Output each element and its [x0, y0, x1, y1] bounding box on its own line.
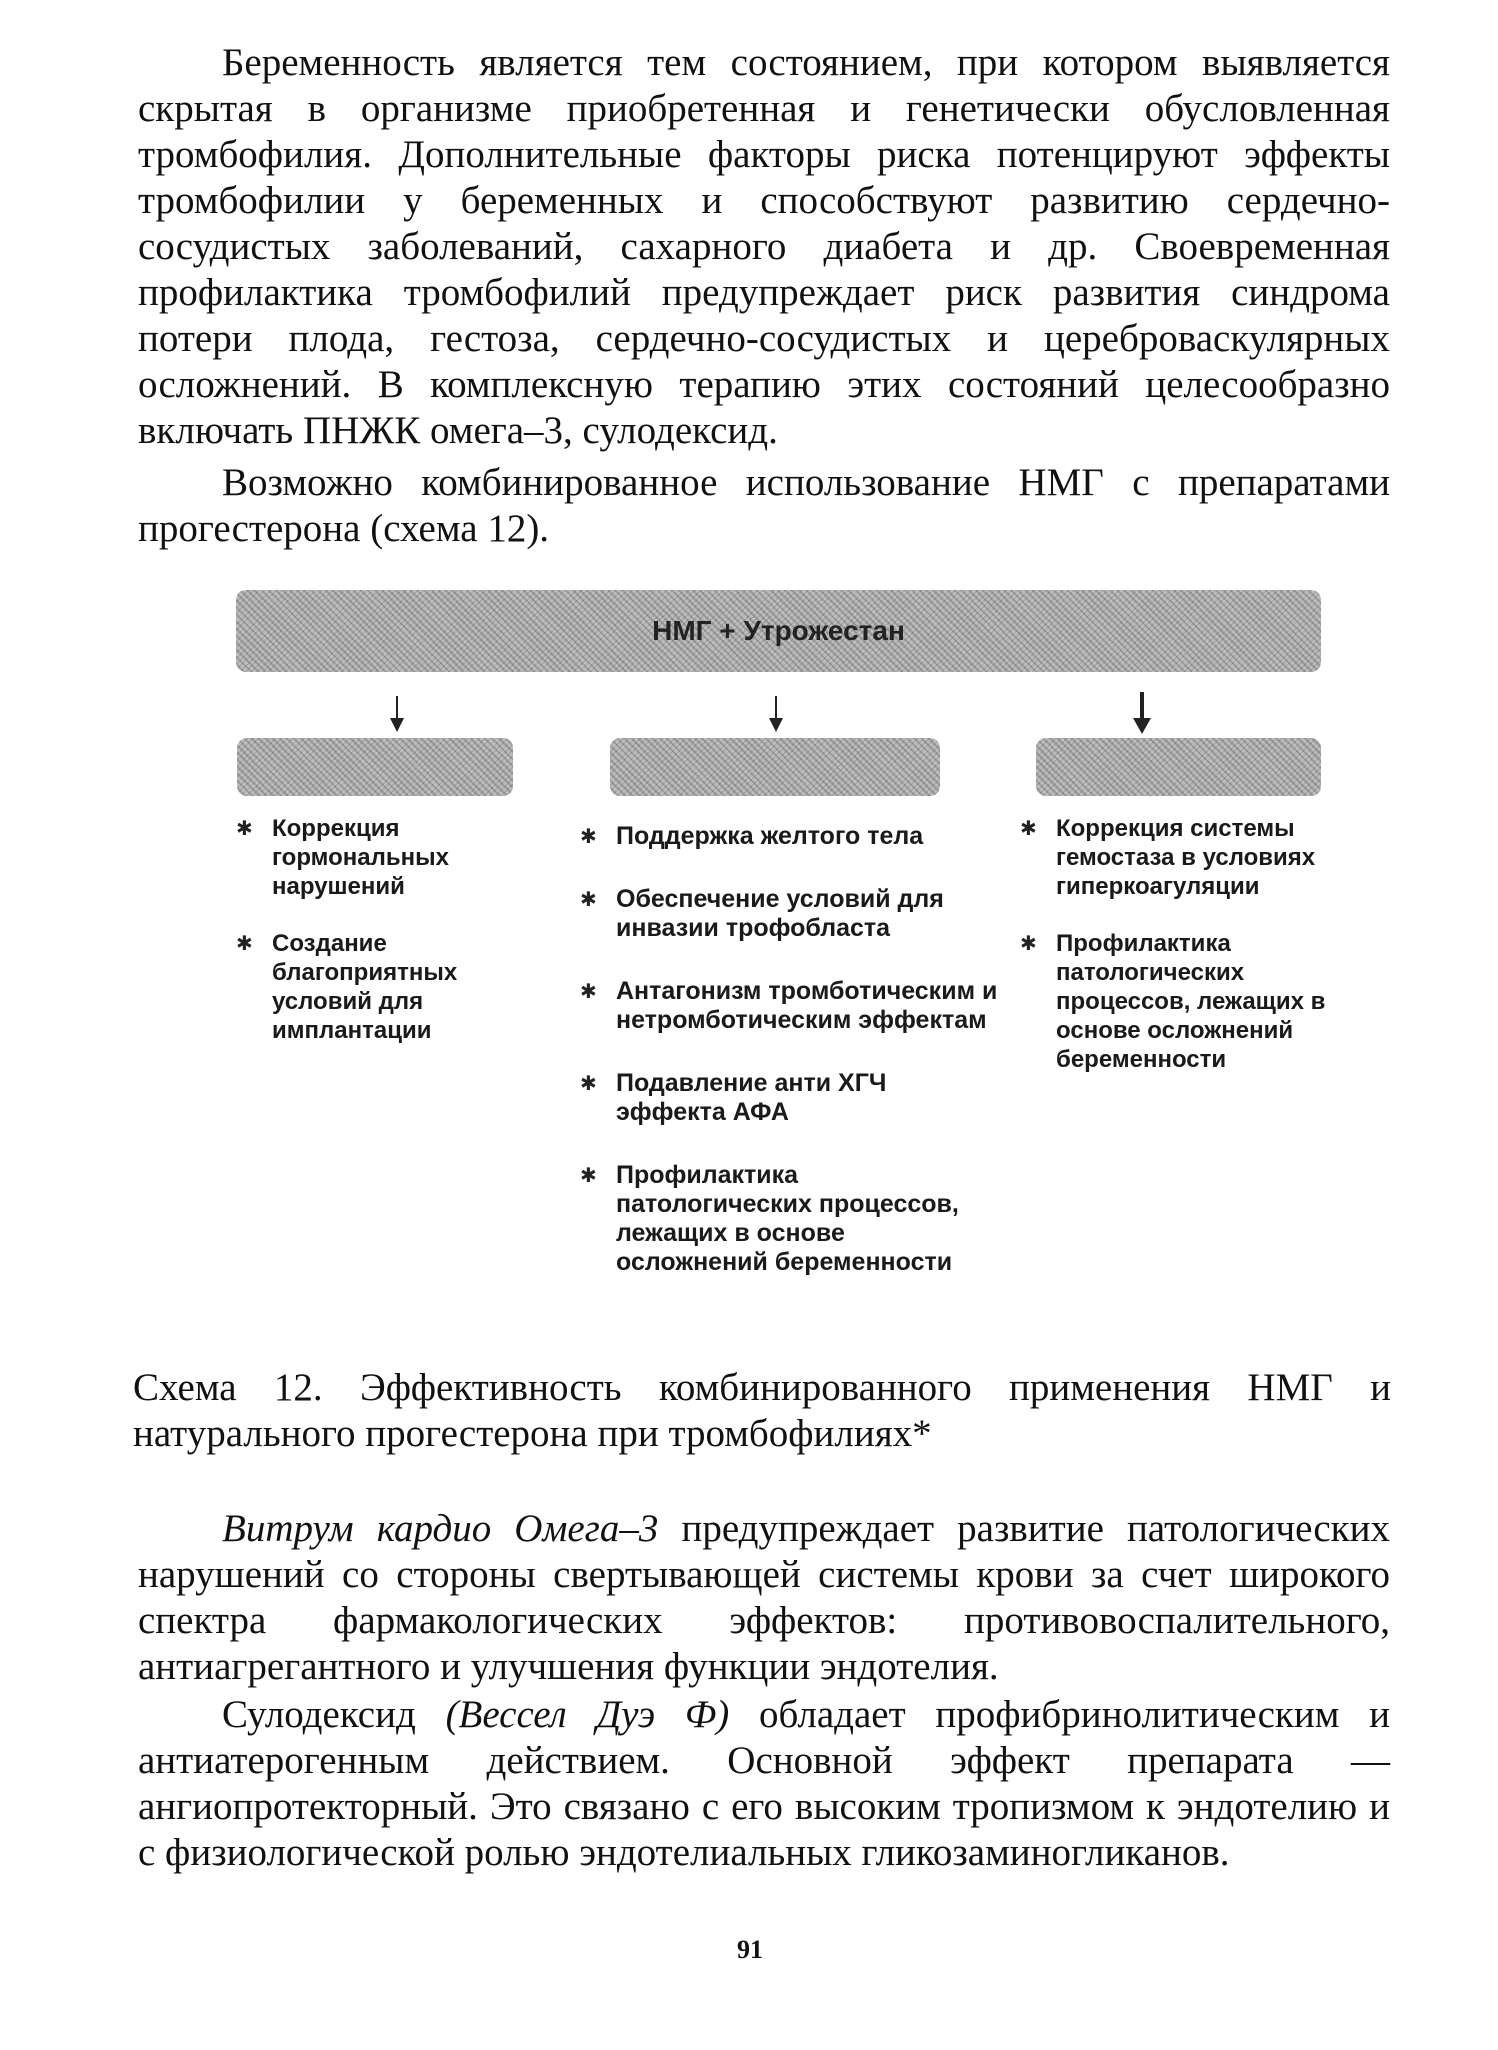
- scheme-list-item: [580, 822, 1000, 851]
- scheme-item-text: Профилактика патологических процессов, лежащих в основе осложнений беременности: [616, 1161, 959, 1276]
- scheme-list-item: [1020, 814, 1350, 901]
- page-number: 91: [737, 1935, 763, 1964]
- scheme-column-2-header: [610, 738, 940, 796]
- scheme-top-box: [236, 590, 1321, 672]
- scheme-list-item: [580, 977, 1000, 1035]
- drug-name-italic: (Вессел Дуэ Ф): [445, 1693, 730, 1736]
- scheme-item-text: Профилактика патологических процессов, лежащих в основе осложнений беременности: [1056, 930, 1326, 1073]
- scheme-top-box-label: НМГ + Утрожестан: [652, 615, 905, 646]
- asterisk-bullet-icon: ✱: [236, 818, 253, 840]
- asterisk-bullet-icon: ✱: [580, 981, 597, 1003]
- scheme-list-item: [580, 885, 1000, 943]
- scheme-list-item: [580, 1069, 1000, 1127]
- asterisk-bullet-icon: ✱: [580, 889, 597, 911]
- paragraph-vitrum-cardio: [138, 1506, 1390, 1690]
- scheme-column-3-header: [1036, 738, 1321, 796]
- asterisk-bullet-icon: ✱: [580, 826, 597, 848]
- scheme-item-text: Подавление анти ХГЧ эффекта АФА: [616, 1069, 887, 1126]
- paragraph-thrombophilia-pregnancy: Беременность является тем состоянием, при котором выявляется скрытая в организме приобретенная и генетически обусловленная тромбофилия. Дополнительные факторы риска потенцируют эффекты тромбофилии у беременных и способствуют развитию сердечно-сосудистых заболеваний, сахарного диабета и др. Своевременная профилактика тромбофилий предупреждает риск развития синдрома потери плода, гестоза, сердечно-сосудистых и цереброваскулярных осложнений. В комплексную терапию этих состояний целесообразно включать ПНЖК омега–3, сулодексид.: [138, 41, 1390, 452]
- paragraph-text: предупреждает развитие патологических нарушений со стороны свертывающей системы крови за счет широкого спектра фармакологических эффектов: противовоспалительного, антиагрегантного и улучшения функции эндотелия.: [138, 1507, 1390, 1688]
- scheme-item-text: Обеспечение условий для инвазии трофобласта: [616, 885, 944, 942]
- scheme-list-item: [236, 814, 526, 901]
- scheme-item-text: Создание благоприятных условий для имплантации: [272, 930, 458, 1044]
- scheme-item-text: Коррекция гормональных нарушений: [272, 815, 449, 900]
- scheme-item-text: Коррекция системы гемостаза в условиях гиперкоагуляции: [1056, 815, 1316, 900]
- scheme-item-text: Поддержка желтого тела: [616, 822, 924, 850]
- scheme-list-item: [580, 1161, 1000, 1277]
- scheme-column-3: [1020, 814, 1350, 1102]
- scheme-column-1-header: [237, 738, 513, 796]
- scheme-caption: Схема 12. Эффективность комбинированного применения НМГ и натурального прогестерона при тромбофилиях*: [133, 1366, 1391, 1455]
- scheme-item-text: Антагонизм тромботическим и нетромботическим эффектам: [616, 977, 998, 1034]
- asterisk-bullet-icon: ✱: [580, 1073, 597, 1095]
- scheme-list-item: [236, 929, 526, 1045]
- paragraph-text: обладает профибринолитическим и антиатерогенным действием. Основной эффект препарата — ангиопротекторный. Это связано с его высоким тропизмом к эндотелию и с физиологической ролью эндотелиальных гликозаминогликанов.: [138, 1693, 1391, 1874]
- scheme-column-1: [236, 814, 526, 1073]
- paragraph-sulodexide: [138, 1692, 1390, 1876]
- asterisk-bullet-icon: ✱: [580, 1165, 597, 1187]
- paragraph-text: Сулодексид: [222, 1693, 446, 1736]
- paragraph-combined-use: Возможно комбинированное использование НМГ с препаратами прогестерона (схема 12).: [138, 461, 1390, 550]
- asterisk-bullet-icon: ✱: [1020, 818, 1037, 840]
- asterisk-bullet-icon: ✱: [236, 933, 253, 955]
- drug-name-italic: Витрум кардио Омега–3: [222, 1507, 659, 1550]
- scheme-list-item: [1020, 929, 1350, 1074]
- scheme-column-2: [580, 822, 1000, 1311]
- asterisk-bullet-icon: ✱: [1020, 933, 1037, 955]
